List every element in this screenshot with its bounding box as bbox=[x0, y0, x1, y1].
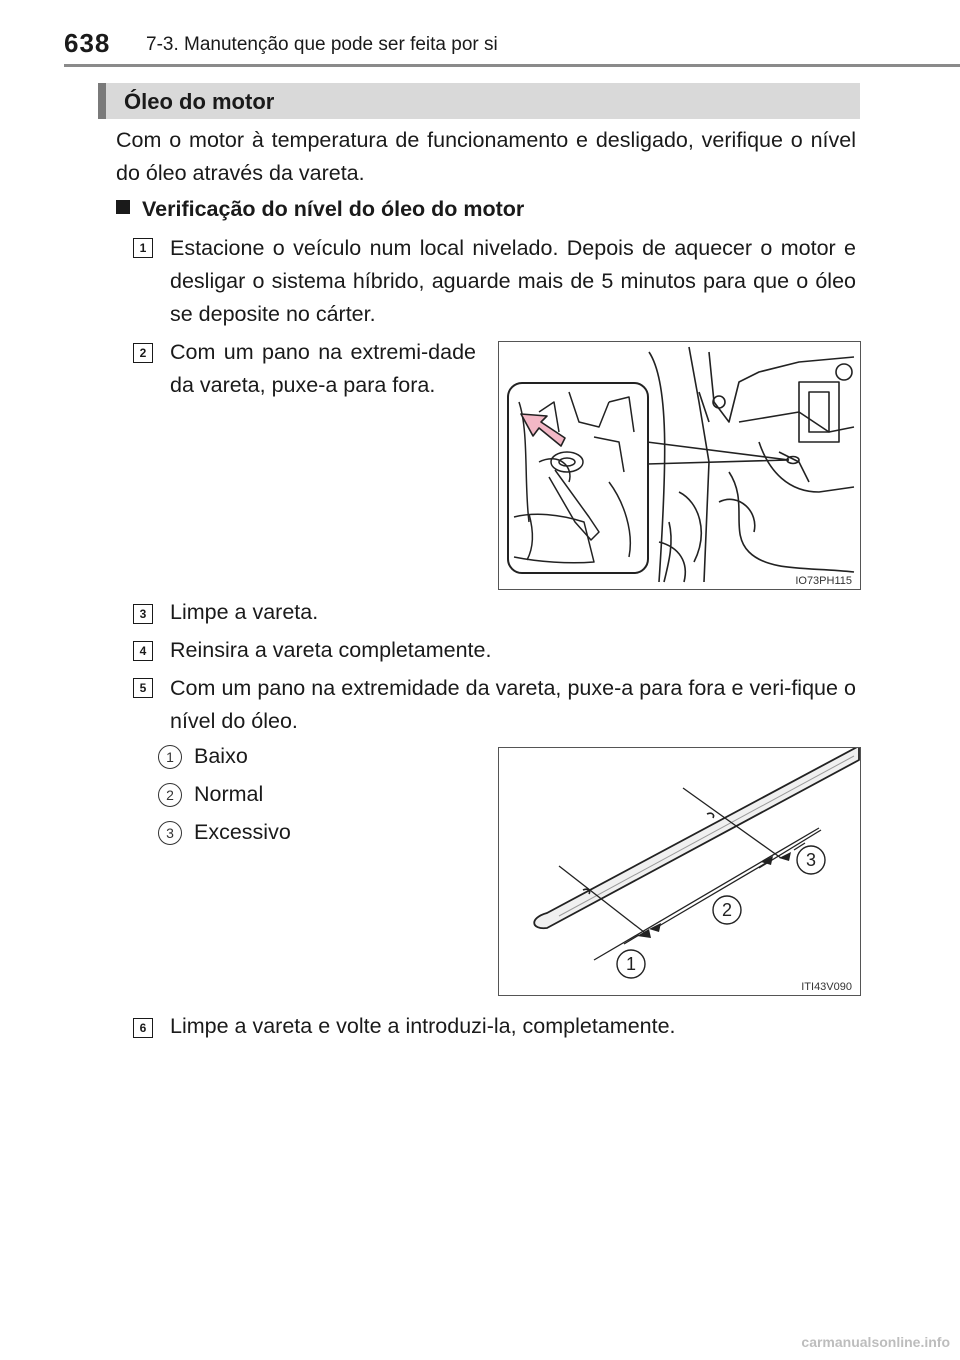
engine-dipstick-figure bbox=[498, 341, 861, 590]
step-badge-2: 2 bbox=[133, 343, 153, 363]
step-text-1: Estacione o veículo num local nivelado. Depois de aquecer o motor e desligar o sistema híbrido, aguarde mais de 5 minutos para que o óleo se deposite no cárter. bbox=[170, 236, 856, 326]
level-number-2: 2 bbox=[158, 783, 182, 807]
step-text-4: Reinsira a vareta completamente. bbox=[170, 638, 492, 662]
step-badge-6: 6 bbox=[133, 1018, 153, 1038]
step-text-5: Com um pano na extremidade da vareta, puxe-a para fora e veri-fique o nível do óleo. bbox=[170, 676, 856, 733]
engine-illustration bbox=[499, 342, 861, 590]
level-label-normal: Normal bbox=[194, 782, 264, 806]
chapter-title: 7-3. Manutenção que pode ser feita por si bbox=[146, 34, 498, 55]
intro-paragraph: Com o motor à temperatura de funcionamento e desligado, verifique o nível do óleo através da vareta. bbox=[116, 128, 856, 185]
subsection-title: Verificação do nível do óleo do motor bbox=[142, 197, 525, 221]
figure-code: IO73PH115 bbox=[795, 575, 852, 587]
step-text-6: Limpe a vareta e volte a introduzi-la, completamente. bbox=[170, 1014, 676, 1038]
step-badge-5: 5 bbox=[133, 678, 153, 698]
level-number-3: 3 bbox=[158, 821, 182, 845]
level-label-low: Baixo bbox=[194, 744, 248, 768]
header-divider bbox=[64, 64, 960, 67]
callout-1: 1 bbox=[625, 954, 637, 974]
step-badge-4: 4 bbox=[133, 641, 153, 661]
step-badge-3: 3 bbox=[133, 604, 153, 624]
step-text-2: Com um pano na extremi-dade da vareta, puxe-a para fora. bbox=[170, 340, 476, 397]
section-header bbox=[98, 83, 860, 119]
step-text-3: Limpe a vareta. bbox=[170, 600, 319, 624]
dipstick-level-figure bbox=[498, 747, 861, 996]
section-title: Óleo do motor bbox=[124, 89, 275, 114]
figure-code: ITI43V090 bbox=[801, 981, 852, 993]
page-number: 638 bbox=[64, 28, 111, 58]
watermark: carmanualsonline.info bbox=[801, 1334, 950, 1350]
dipstick-illustration bbox=[499, 748, 861, 996]
step-badge-1: 1 bbox=[133, 238, 153, 258]
square-bullet-icon bbox=[116, 200, 130, 214]
level-number-1: 1 bbox=[158, 745, 182, 769]
callout-2: 2 bbox=[721, 900, 733, 920]
level-label-excessive: Excessivo bbox=[194, 820, 291, 844]
subsection-heading bbox=[116, 197, 524, 222]
callout-3: 3 bbox=[805, 850, 817, 870]
